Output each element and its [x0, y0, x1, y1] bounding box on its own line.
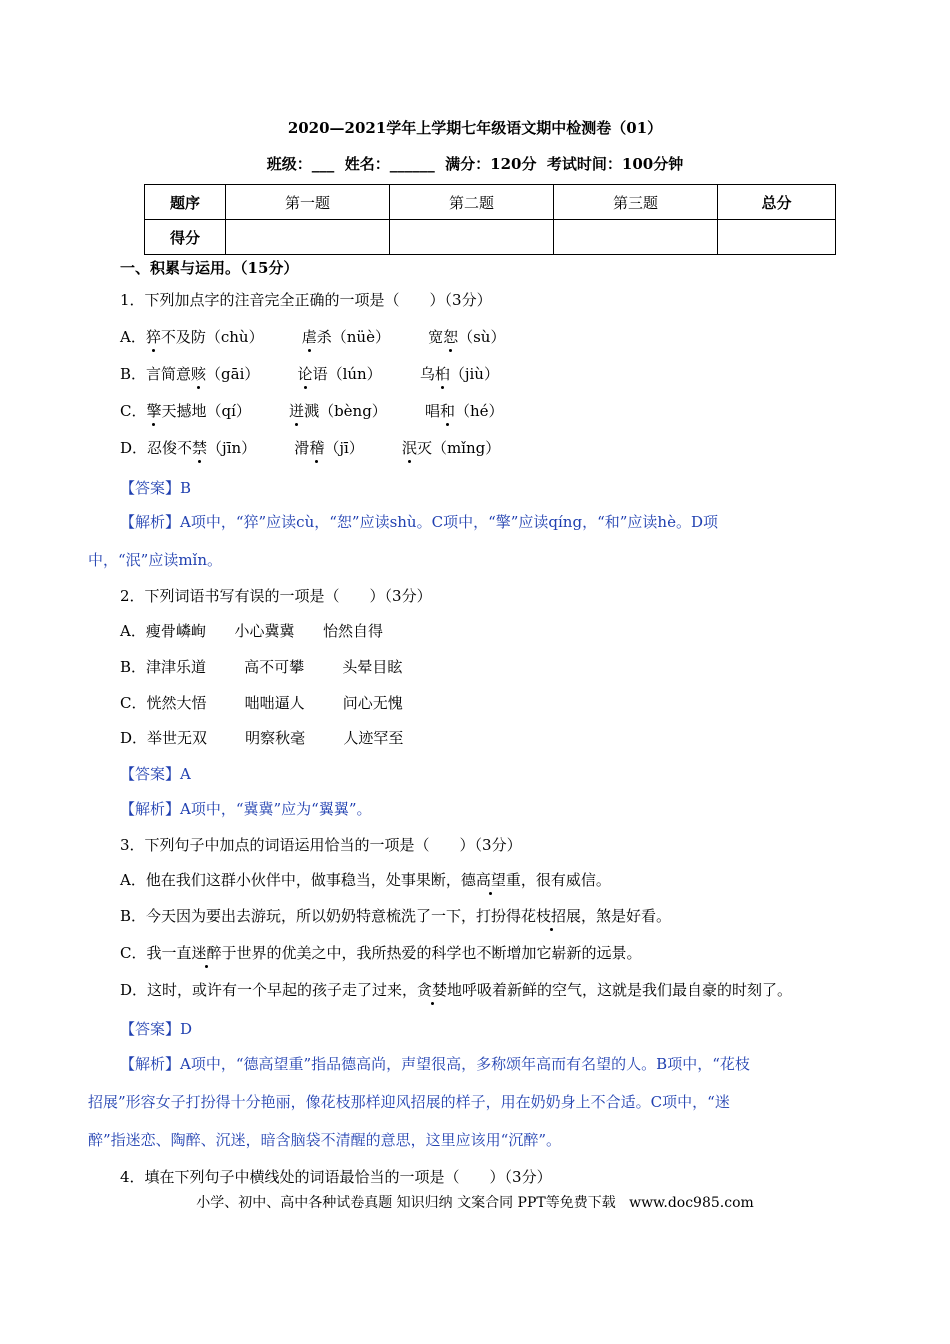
dotted-char: 猝 [145, 328, 161, 346]
explanation: 【解析】A项中，“猝”应读cù，“恕”应读shù。C项中，“擎”应读qíng，“和”应读hè。D项 [120, 513, 718, 531]
explanation-continued: 中，“泯”应读mǐn。 [88, 551, 223, 569]
dotted-phrase: 迷醉 [191, 944, 222, 962]
question-stem: 4．填在下列句子中横线处的词语最恰当的一项是（ ）（3分） [120, 1168, 552, 1186]
dotted-char: 禁 [192, 439, 208, 457]
header-cell: 题序 [145, 185, 226, 220]
option-c: C．恍然大悟 咄咄逼人 问心无愧 [120, 694, 403, 712]
explanation: 【解析】A项中，“冀冀”应为“翼翼”。 [120, 800, 372, 818]
option-b: B．今天因为要出去游玩，所以奶奶特意梳洗了一下，打扮得花枝招展，煞是好看。 [120, 907, 672, 925]
header-cell: 总分 [718, 185, 836, 220]
option-a: A．瘦骨嶙峋 小心冀冀 怡然自得 [120, 622, 384, 640]
row-label-cell: 得分 [145, 220, 226, 255]
dotted-phrase: 德高望重 [460, 871, 521, 889]
score-cell [390, 220, 554, 255]
dotted-char: 迸 [289, 402, 305, 420]
question-stem: 1．下列加点字的注音完全正确的一项是（ ）（3分） [120, 291, 492, 309]
dotted-char: 和 [439, 402, 455, 420]
explanation: 【解析】A项中，“德高望重”指品德高尚，声望很高，多称颂年高而有名望的人。B项中，“花枝 [120, 1055, 750, 1073]
dotted-char: 恕 [443, 328, 459, 346]
question-stem: 2．下列词语书写有误的一项是（ ）（3分） [120, 587, 432, 605]
score-cell [226, 220, 390, 255]
dotted-phrase: 花枝招展 [521, 907, 582, 925]
option-d: D．忍俊不禁（jīn） 滑稽（jī） 泯灭（mǐng） [120, 439, 501, 457]
score-table-score-row [145, 220, 836, 255]
header-cell: 第一题 [226, 185, 390, 220]
option-b: B．言简意赅（gāi） 论语（lún） 乌桕（jiù） [120, 365, 499, 383]
answer: 【答案】B [120, 479, 192, 497]
dotted-char: 赅 [191, 365, 207, 383]
exam-info: 班级：___ 姓名：______ 满分：120分 考试时间：100分钟 [266, 155, 684, 173]
option-a: A．猝不及防（chù） 虐杀（nüè） 宽恕（sù） [120, 328, 506, 346]
option-b: B．津津乐道 高不可攀 头晕目眩 [120, 658, 403, 676]
option-d: D．举世无双 明察秋毫 人迹罕至 [120, 729, 404, 747]
dotted-char: 擎 [146, 402, 162, 420]
dotted-char: 虐 [301, 328, 317, 346]
option-a: A．他在我们这群小伙伴中，做事稳当，处事果断，德高望重，很有威信。 [120, 871, 611, 889]
dotted-char: 论 [297, 365, 313, 383]
exam-title: 2020—2021学年上学期七年级语文期中检测卷（01） [287, 119, 663, 137]
answer: 【答案】D [120, 1020, 193, 1038]
score-table [144, 184, 836, 255]
dotted-char: 桕 [434, 365, 450, 383]
score-cell [554, 220, 718, 255]
dotted-char: 稽 [309, 439, 325, 457]
dotted-phrase: 贪婪 [417, 981, 448, 999]
answer: 【答案】A [120, 765, 191, 783]
page-footer: 小学、初中、高中各种试卷真题 知识归纳 文案合同 PPT等免费下载 www.doc985.com [196, 1195, 754, 1211]
score-cell [718, 220, 836, 255]
score-table-header-row [145, 185, 836, 220]
section-heading: 一、积累与运用。（15分） [120, 259, 299, 277]
explanation-continued: 招展”形容女子打扮得十分艳丽，像花枝那样迎风招展的样子，用在奶奶身上不合适。C项中，“迷 [88, 1093, 730, 1111]
option-d: D．这时，或许有一个早起的孩子走了过来，贪婪地呼吸着新鲜的空气，这就是我们最自豪的时刻了。 [120, 981, 793, 999]
question-stem: 3．下列句子中加点的词语运用恰当的一项是（ ）（3分） [120, 836, 522, 854]
header-cell: 第二题 [390, 185, 554, 220]
dotted-char: 泯 [401, 439, 417, 457]
option-c: C．我一直迷醉于世界的优美之中，我所热爱的科学也不断增加它崭新的远景。 [120, 944, 642, 962]
header-cell: 第三题 [554, 185, 718, 220]
option-c: C．擎天撼地（qí） 迸溅（bèng） 唱和（hé） [120, 402, 504, 420]
explanation-continued: 醉”指迷恋、陶醉、沉迷，暗含脑袋不清醒的意思，这里应该用“沉醉”。 [88, 1131, 562, 1149]
